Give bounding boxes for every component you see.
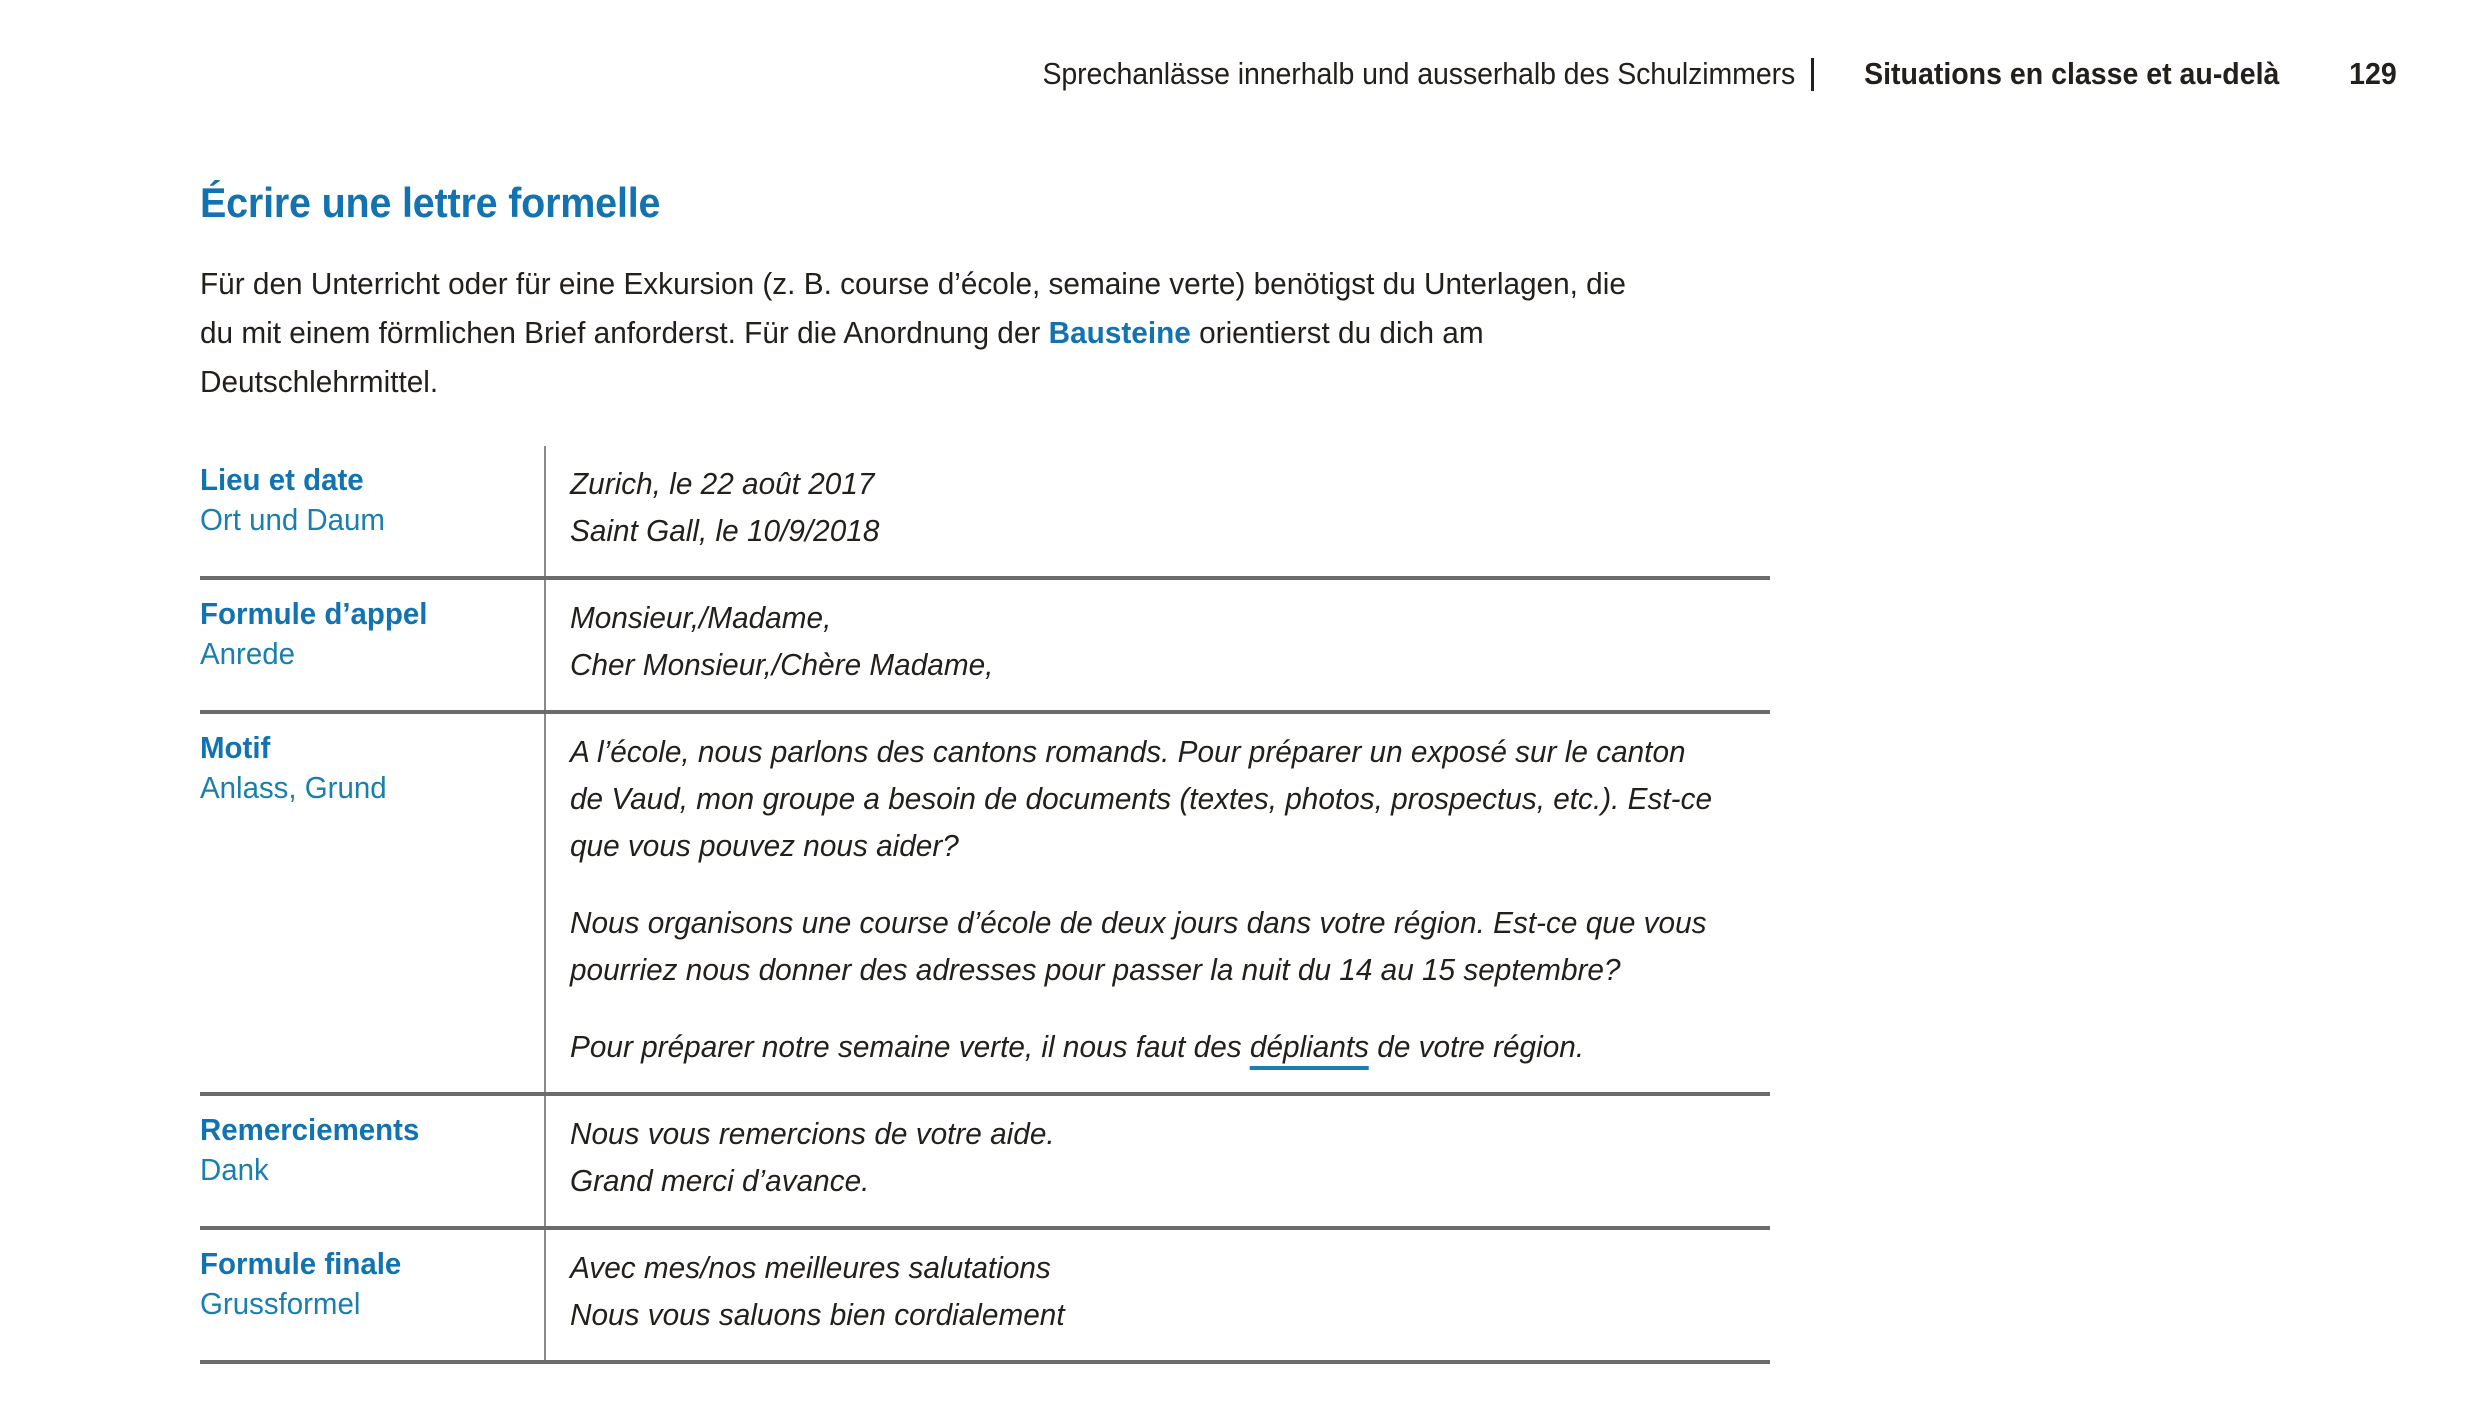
label-fr: Formule d’appel [200,596,428,632]
page-title: Écrire une lettre formelle [200,179,661,226]
row-content-remerciements [545,1094,1770,1228]
row-label-remerciements [200,1094,545,1228]
content-line: Nous vous remercions de votre aide. [570,1116,1055,1152]
content-line: Monsieur,/Madame, [570,600,832,636]
row-content-motif [545,712,1770,1094]
row-content-lieu-et-date [545,446,1770,578]
label-fr: Lieu et date [200,462,364,498]
table-row [200,712,1770,1094]
intro-keyword-bausteine: Bausteine [1048,315,1191,351]
table-row [200,1228,1770,1362]
label-fr: Motif [200,730,271,766]
table-row [200,446,1770,578]
row-content-formule-dappel [545,578,1770,712]
row-label-lieu-et-date [200,446,545,578]
running-head-right-title: Situations en classe et au-delà [1863,56,2280,91]
label-de: Anrede [200,636,295,672]
content-line: Cher Monsieur,/Chère Madame, [570,647,994,683]
row-label-motif [200,712,545,1094]
content-line: Grand merci d’avance. [570,1163,870,1199]
page-number: 129 [2349,56,2397,91]
underlined-term-depliants: dépliants [1250,1029,1369,1070]
table-row [200,1094,1770,1228]
content-line: Zurich, le 22 août 2017 [570,466,875,502]
content-paragraph-with-link [570,1023,1722,1070]
running-head [0,48,2489,100]
intro-paragraph [200,259,1650,406]
table-row [200,578,1770,712]
letter-structure-table [200,446,1770,1364]
label-de: Anlass, Grund [200,770,387,806]
content-line: Saint Gall, le 10/9/2018 [570,513,880,549]
label-de: Dank [200,1152,269,1188]
label-fr: Formule finale [200,1246,402,1282]
label-de: Ort und Daum [200,502,385,538]
content-paragraph: A l’école, nous parlons des cantons romands. Pour préparer un exposé sur le canton de Vaud, mon groupe a besoin de documents (textes, photos, prospectus, etc.). Est-ce que vous pouvez nous aider? [570,734,1713,864]
running-head-left-title: Sprechanlässe innerhalb und ausserhalb des Schulzimmers [1042,56,1795,91]
intro-text-before: Für den Unterricht oder für eine Exkursion (z. B. course d’école, semaine verte) benötigst du Unterlagen, die du mit einem förmlichen Brief anforderst. Für die Anordnung der [200,266,1626,351]
row-label-formule-finale [200,1228,545,1362]
content-line: Nous vous saluons bien cordialement [570,1297,1065,1333]
running-head-separator [1811,58,1814,91]
label-fr: Remerciements [200,1112,420,1148]
label-de: Grussformel [200,1286,361,1322]
intro-text-after: orientierst du dich am Deutschlehrmittel. [200,315,1484,400]
page-content [200,180,1780,1364]
paragraph-text-after: de votre région. [1369,1029,1585,1065]
content-line: Avec mes/nos meilleures salutations [570,1250,1051,1286]
content-paragraph: Nous organisons une course d’école de deux jours dans votre région. Est-ce que vous pourriez nous donner des adresses pour passer la nuit du 14 au 15 septembre? [570,905,1707,988]
paragraph-text-before: Pour préparer notre semaine verte, il nous faut des [570,1029,1250,1065]
row-label-formule-dappel [200,578,545,712]
row-content-formule-finale [545,1228,1770,1362]
